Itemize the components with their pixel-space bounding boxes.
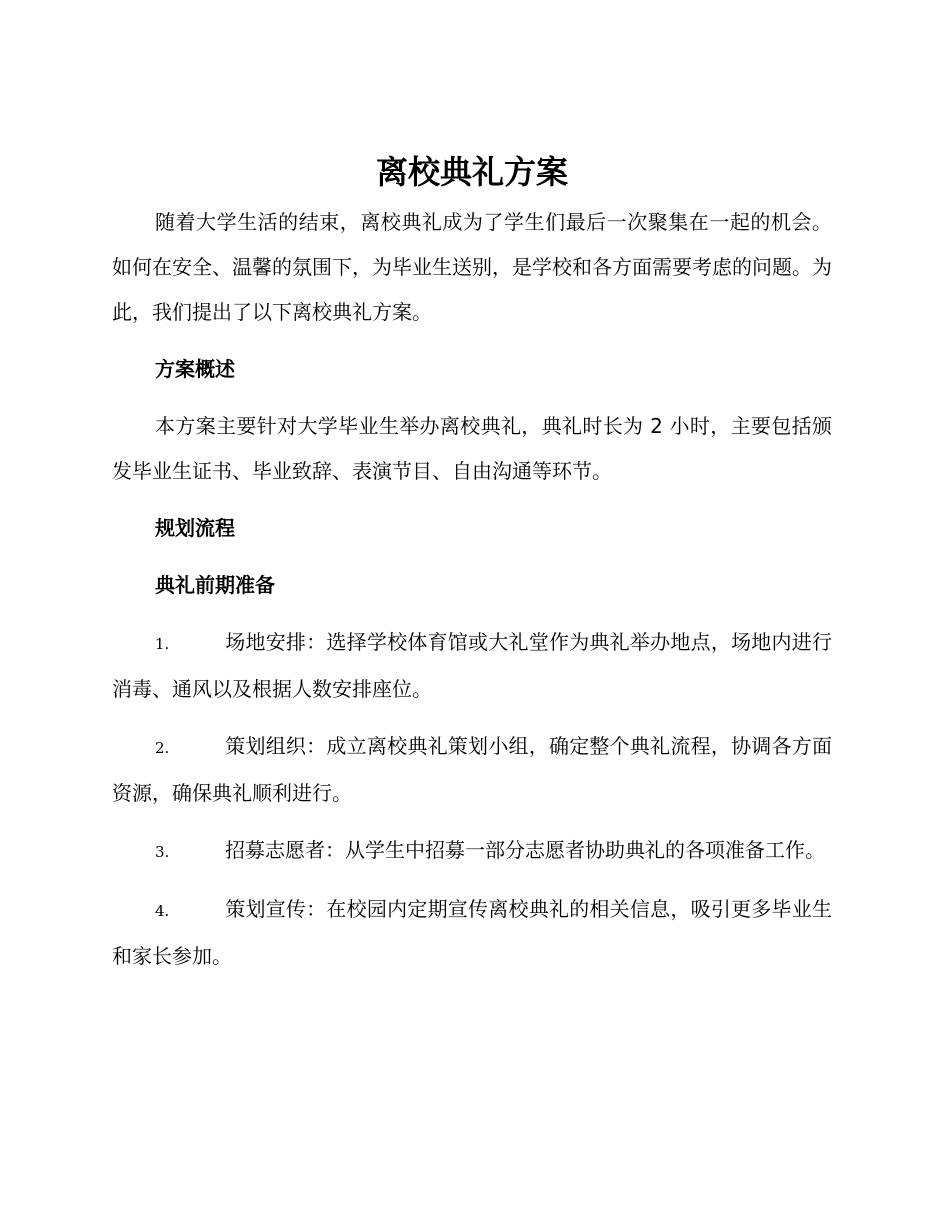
prep-heading: 典礼前期准备 [155, 573, 275, 597]
list-item [112, 887, 832, 979]
list-item-text: 策划组织：成立离校典礼策划小组，确定整个典礼流程，协调各方面资源，确保典礼顺利进行。 [112, 734, 832, 805]
document-page [112, 148, 832, 979]
overview-paragraph: 本方案主要针对大学毕业生举办离校典礼，典礼时长为 2 小时，主要包括颁发毕业生证书、毕业致辞、表演节目、自由沟通等环节。 [112, 414, 832, 483]
list-item [112, 828, 832, 875]
list-item [112, 620, 832, 712]
process-heading: 规划流程 [155, 516, 235, 540]
list-item-text: 场地安排：选择学校体育馆或大礼堂作为典礼举办地点，场地内进行消毒、通风以及根据人数安排座位。 [112, 630, 832, 701]
list-item-number: 3. [155, 843, 170, 861]
list-item-number: 1. [155, 635, 170, 653]
list-item-number: 2. [155, 739, 170, 757]
overview-heading: 方案概述 [155, 357, 235, 381]
intro-paragraph: 随着大学生活的结束，离校典礼成为了学生们最后一次聚集在一起的机会。如何在安全、温馨的氛围下，为毕业生送别，是学校和各方面需要考虑的问题。为此，我们提出了以下离校典礼方案。 [112, 210, 832, 324]
list-item-text: 策划宣传：在校园内定期宣传离校典礼的相关信息，吸引更多毕业生和家长参加。 [112, 897, 832, 968]
document-title: 离校典礼方案 [375, 153, 568, 191]
list-item-text: 招募志愿者：从学生中招募一部分志愿者协助典礼的各项准备工作。 [225, 838, 825, 862]
list-item [112, 724, 832, 816]
list-item-number: 4. [155, 902, 170, 920]
